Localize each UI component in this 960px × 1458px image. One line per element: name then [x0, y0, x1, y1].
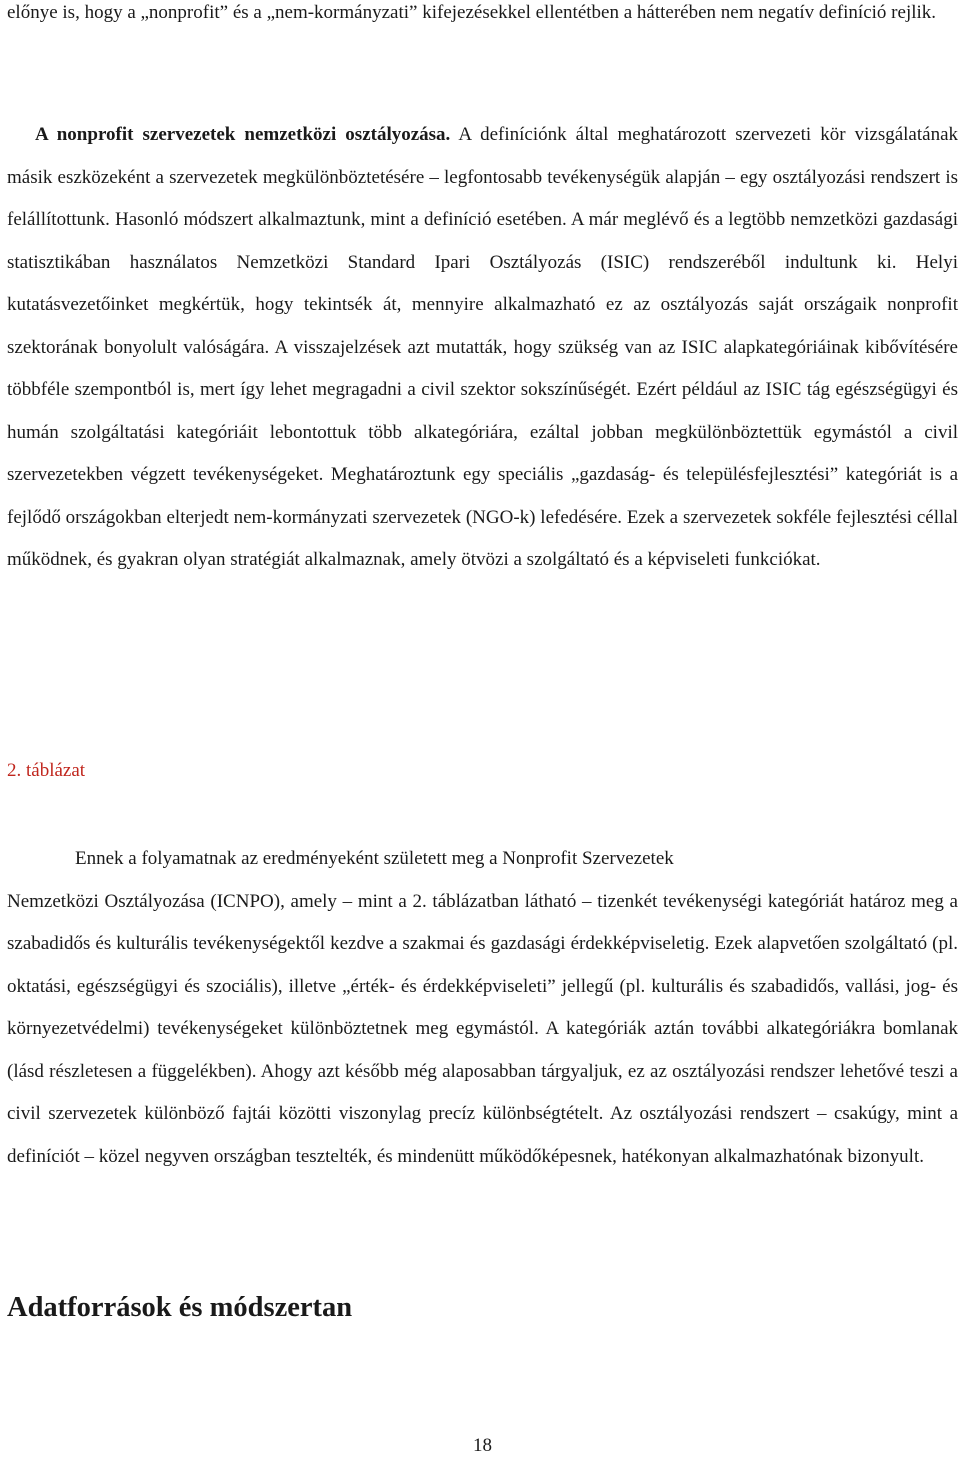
icnpo-paragraph-first-line: Ennek a folyamatnak az eredményeként született meg a Nonprofit Szervezetek [75, 848, 674, 869]
classification-paragraph [7, 114, 958, 582]
section-heading: Adatforrások és módszertan [7, 1292, 353, 1323]
classification-paragraph-body: A definíciónk által meghatározott szervezeti kör vizsgálatának másik eszközeként a szervezetek megkülönböztetésére ‒ legfontosabb tevékenységük alapján ‒ egy osztályozási rendszert is felállítottunk. Hasonló módszert alkalmaztunk, mint a definíció esetében. A már meglévő és a legtöbb nemzetközi gazdasági statisztikában használatos Nemzetközi Standard Ipari Osztályozás (ISIC) rendszeréből indultunk ki. Helyi kutatásvezetőinket megkértük, hogy tekintsék át, mennyire alkalmazható ez az osztályozás saját országaik nonprofit szektorának bonyolult valóságára. A visszajelzések azt mutatták, hogy szükség van az ISIC alapkategóriáinak kibővítésére többféle szempontból is, mert így lehet megragadni a civil szektor sokszínűségét. Ezért például az ISIC tág egészségügyi és humán szolgáltatási kategóriáit lebontottuk több alkategóriára, ezáltal jobban megkülönböztettük egymástól a civil szervezetekben végzett tevékenységeket. Meghatároztunk egy speciális „gazdaság- és településfejlesztési” kategóriát is a fejlődő országokban elterjedt nem-kormányzati szervezetek (NGO-k) lefedésére. Ezek a szervezetek sokféle fejlesztési céllal működnek, és gyakran olyan stratégiát alkalmaznak, amely ötvözi a szolgáltató és a képviseleti funkciókat. [7, 124, 958, 570]
classification-paragraph-heading: A nonprofit szervezetek nemzetközi osztályozása. [35, 124, 451, 145]
intro-paragraph-continuation: előnye is, hogy a „nonprofit” és a „nem-kormányzati” kifejezésekkel ellentétben a hátterében nem negatív definíció rejlik. [7, 2, 937, 23]
document-page [7, 0, 958, 1456]
icnpo-paragraph-body: Nemzetközi Osztályozása (ICNPO), amely ‒ mint a 2. táblázatban látható ‒ tizenkét tevékenységi kategóriát határoz meg a szabadidős és kulturális tevékenységektől kezdve a szakmai és gazdasági érdekképviseletig. Ezek alapvetően szolgáltató (pl. oktatási, egészségügyi és szociális), illetve „érték- és érdekképviseleti” jellegű (pl. kulturális és szabadidős, vallási, jog- és környezetvédelmi) tevékenységeket különböztetnek meg egymástól. A kategóriák aztán további alkategóriákra bomlanak (lásd részletesen a függelékben). Ahogy azt később még alaposabban tárgyaljuk, ez az osztályozási rendszer lehetővé teszi a civil szervezetek különböző fajtái közötti viszonylag precíz különbségtételt. Az osztályozási rendszert ‒ csakúgy, mint a definíciót ‒ közel negyven országban tesztelték, és mindenütt működőképesnek, hatékonyan alkalmazhatónak bizonyult. [7, 890, 958, 1167]
icnpo-paragraph [7, 838, 958, 1178]
page-number: 18 [473, 1435, 492, 1456]
table-reference: 2. táblázat [7, 760, 86, 781]
